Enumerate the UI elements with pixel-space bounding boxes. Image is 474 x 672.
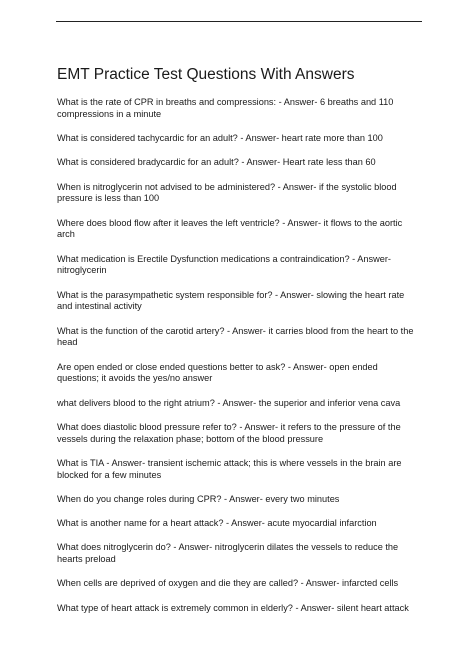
qa-item: What is the function of the carotid artery? - Answer- it carries blood from the heart to the head — [57, 325, 414, 348]
qa-item: Are open ended or close ended questions better to ask? - Answer- open ended questions; it avoids the yes/no answer — [57, 361, 378, 384]
qa-item: What is TIA - Answer- transient ischemic attack; this is where vessels in the brain are blocked for a few minutes — [57, 457, 402, 480]
qa-item: What does diastolic blood pressure refer to? - Answer- it refers to the pressure of the vessels during the relaxation phase; bottom of the blood pressure — [57, 421, 401, 444]
header-rule — [56, 21, 422, 22]
qa-item: What medication is Erectile Dysfunction medications a contraindication? - Answer- nitroglycerin — [57, 253, 391, 276]
qa-item: What is another name for a heart attack? - Answer- acute myocardial infarction — [57, 518, 377, 529]
qa-list — [57, 97, 417, 627]
document-title: EMT Practice Test Questions With Answers — [57, 66, 355, 83]
qa-item: What is the parasympathetic system responsible for? - Answer- slowing the heart rate and intestinal activity — [57, 289, 405, 312]
qa-item: Where does blood flow after it leaves the left ventricle? - Answer- it flows to the aortic arch — [57, 217, 403, 240]
qa-item: What does nitroglycerin do? - Answer- nitroglycerin dilates the vessels to reduce the hearts preload — [57, 542, 399, 565]
qa-item: What is the rate of CPR in breaths and compressions: - Answer- 6 breaths and 110 compressions in a minute — [57, 97, 394, 119]
qa-item: When cells are deprived of oxygen and die they are called? - Answer- infarcted cells — [57, 578, 399, 589]
qa-item: When is nitroglycerin not advised to be administered? - Answer- if the systolic blood pressure is less than 100 — [57, 181, 397, 204]
qa-item: what delivers blood to the right atrium? - Answer- the superior and inferior vena cava — [57, 397, 401, 408]
qa-item: When do you change roles during CPR? - Answer- every two minutes — [57, 493, 340, 504]
qa-item: What is considered bradycardic for an adult? - Answer- Heart rate less than 60 — [57, 157, 376, 168]
qa-item: What type of heart attack is extremely common in elderly? - Answer- silent heart attack — [57, 602, 409, 613]
qa-item: What is considered tachycardic for an adult? - Answer- heart rate more than 100 — [57, 133, 383, 143]
